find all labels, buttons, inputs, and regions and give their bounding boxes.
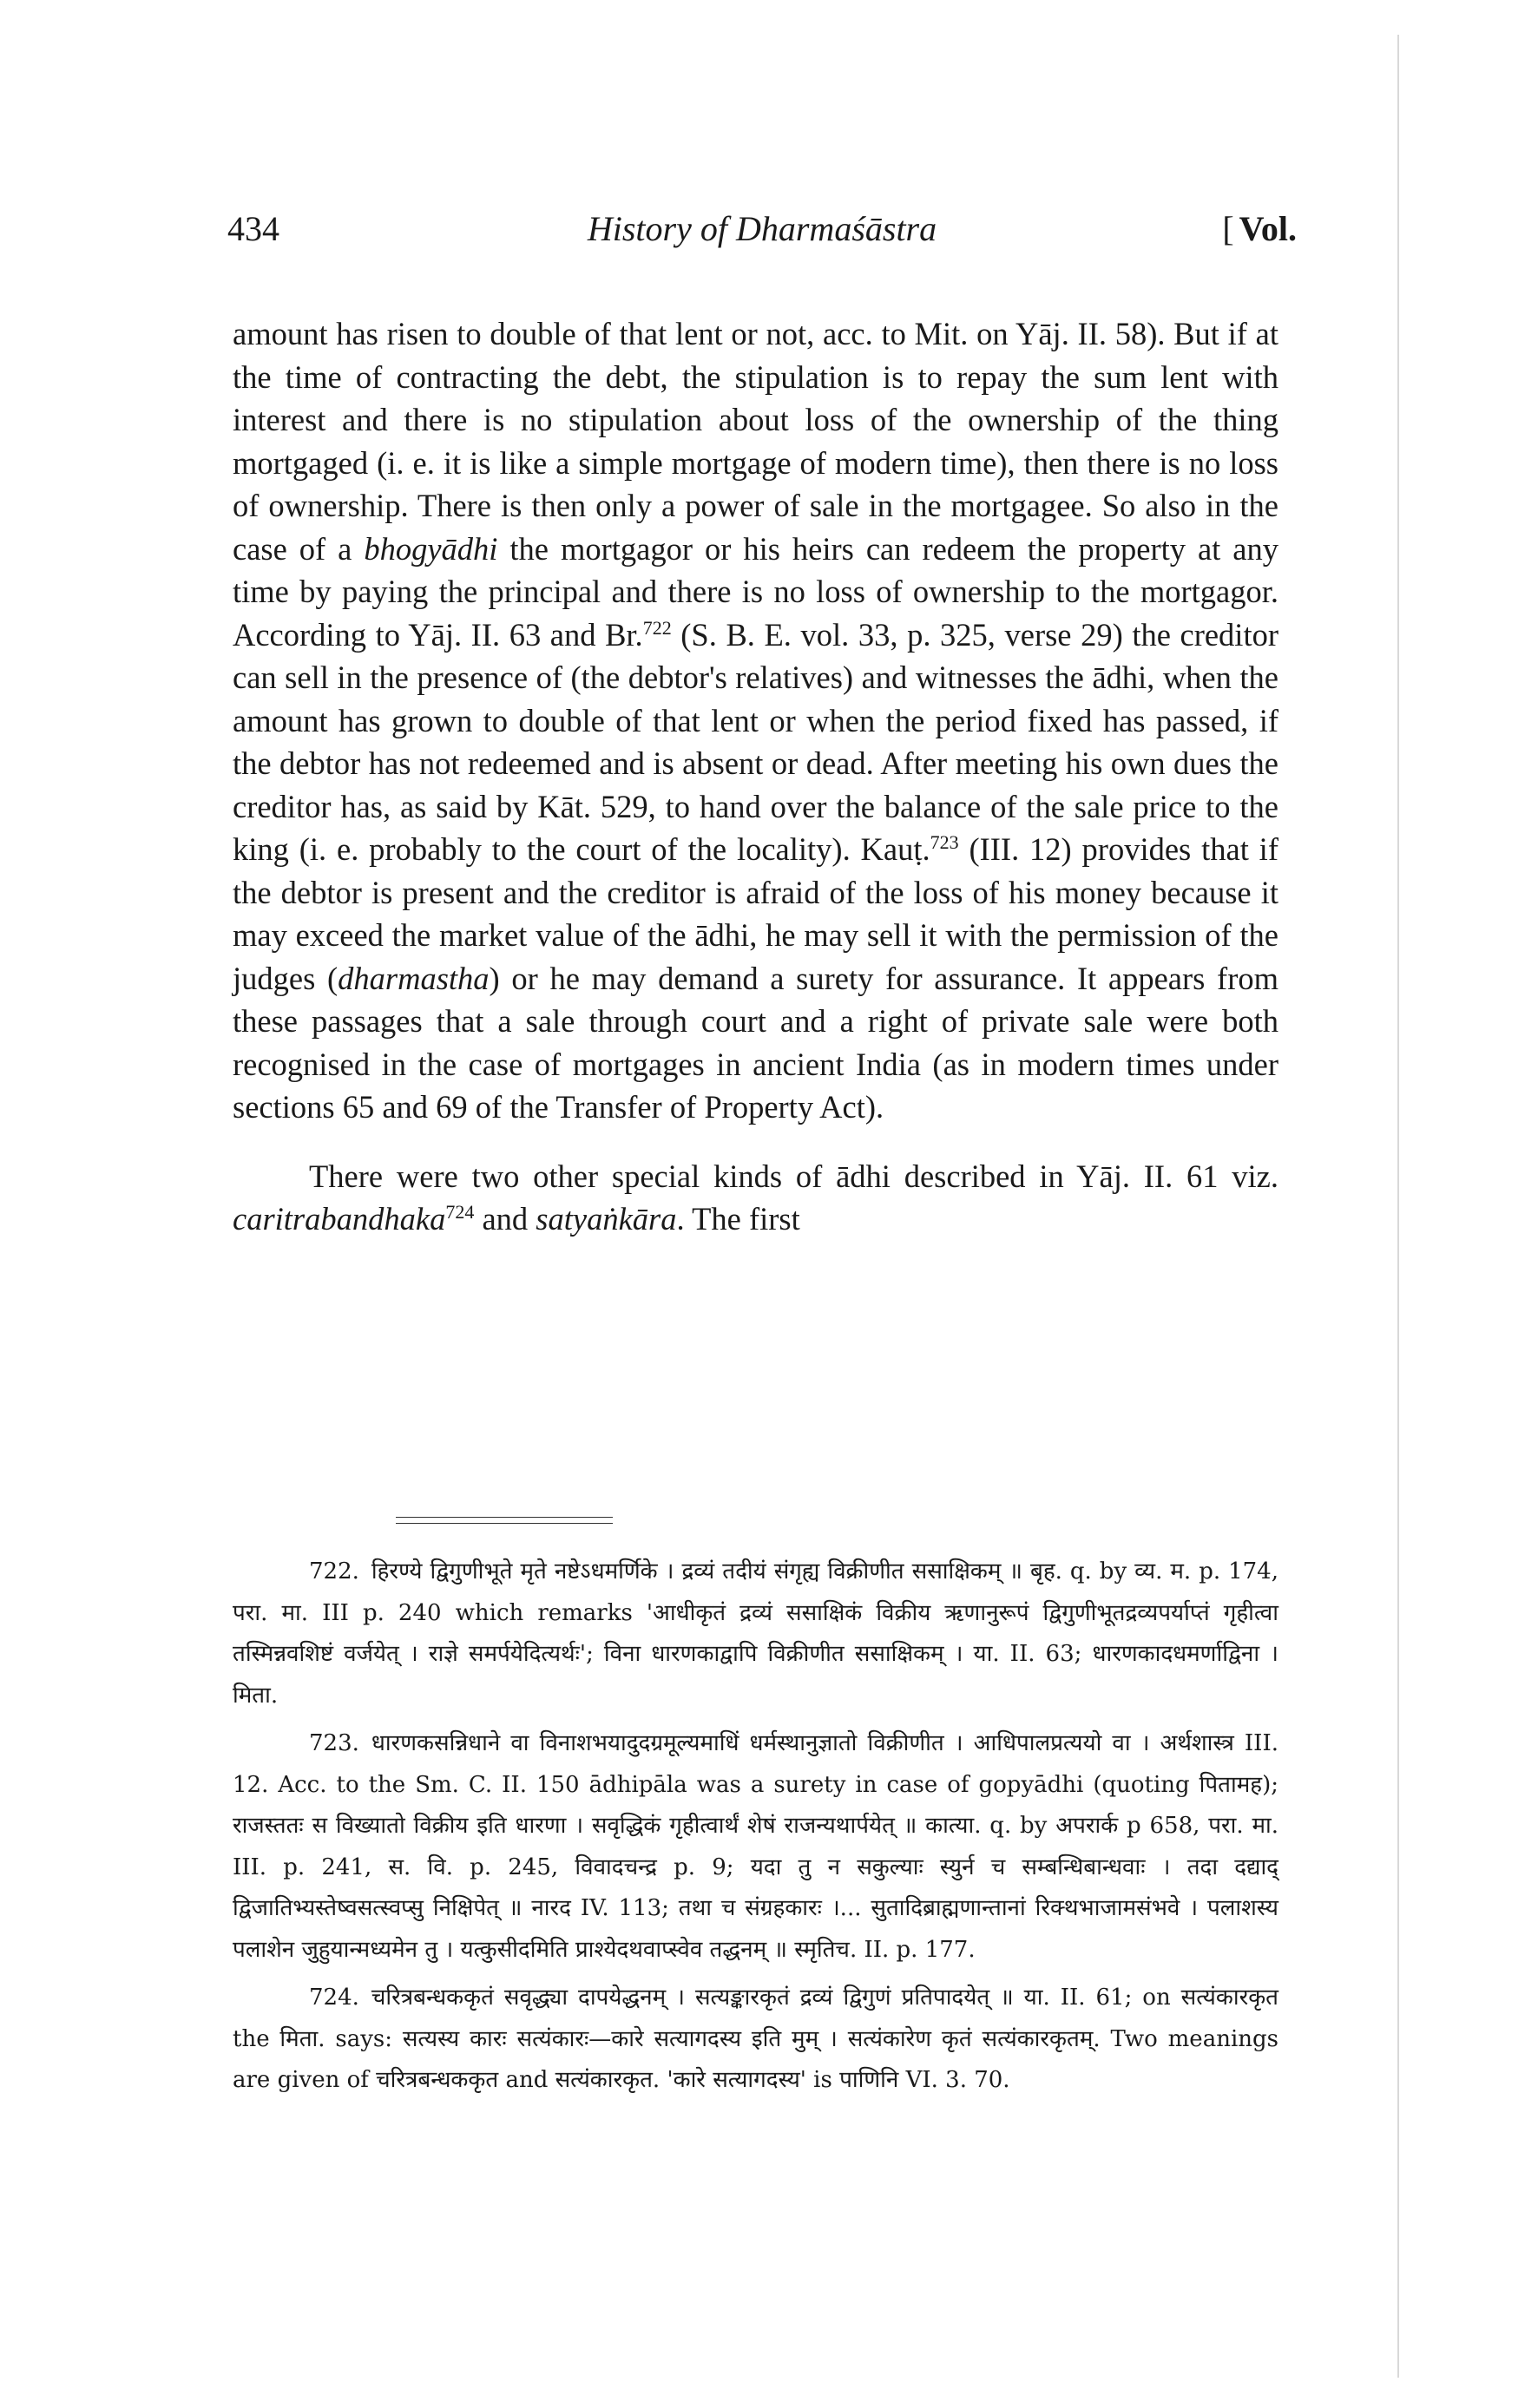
text-run: . The first [676, 1201, 800, 1237]
paragraph [233, 1155, 1278, 1241]
text-run: ) or he may demand a surety for assurance. It appears from these passages that a sale through court and a right of private sale were both recognised in the case of mortgages in ancient India (as in modern times under sections 65 and 69 of the Transfer of Property Act). [233, 960, 1278, 1125]
footnote-text: धारणकसन्निधाने वा विनाशभयादुदग्रमूल्यमाधिं धर्मस्थानुज्ञातो विक्रीणीत । आधिपालप्रत्ययो वा । अर्थशास्त्र III. 12. Acc. to the Sm. C. II. 150 ādhipāla was a surety in case of gopyādhi (quoting पितामह); राजस्ततः स विख्यातो विक्रीय इति धारणा । सवृद्धिकं गृहीत्वार्थं शेषं राजन्यथार्पयेत् ॥ कात्या. q. by अपरार्क p 658, परा. मा. III. p. 241, स. वि. p. 245, विवादचन्द्र p. 9; यदा तु न सकुल्याः स्युर्न च सम्बन्धिबान्धवाः । तदा दद्याद् द्विजातिभ्यस्तेष्वसत्स्वप्सु निक्षिपेत् ॥ नारद IV. 113; तथा च संग्रहकारः ।... सुतादिब्राह्मणान्तानां रिक्थभाजामसंभवे । पलाशस्य पलाशेन जुहुयान्मध्यमेन तु । यत्कुसीदमिति प्राश्येदथवाप्स्वेव तद्धनम् ॥ स्मृतिच. II. p. 177. [233, 1730, 1278, 1963]
volume-label [1222, 208, 1297, 249]
text-run: There were two other special kinds of ādhi described in Yāj. II. 61 viz. [309, 1158, 1278, 1194]
text-run: amount has risen to double of that lent or not, acc. to Mit. on Yāj. II. 58). But if at the time of contracting the debt, the stipulation is to repay the sum lent with interest and there is no stipulation about loss of the ownership of the thing mortgaged (i. e. it is like a simple mortgage of modern time), then there is no loss of ownership. There is then only a power of sale in the mortgagee. So also in the case of a [233, 316, 1278, 567]
running-title: History of Dharmaśāstra [587, 209, 937, 248]
main-text [233, 312, 1278, 1241]
scan-edge-line [1397, 35, 1399, 2378]
page-header [227, 208, 1297, 260]
term-caritrabandhaka: caritrabandhaka [233, 1201, 446, 1237]
text-run: and [474, 1201, 536, 1237]
footnote-ref-724: 724 [445, 1200, 475, 1223]
text-run: the mortgagor or his heirs can redeem the property at any time by paying the principal and there is no loss of ownership to the mortgagor. According to Yāj. II. 63 and Br. [233, 530, 1278, 653]
footnote-ref-723: 723 [930, 830, 959, 853]
term-bhogyadhi: bhogyādhi [364, 530, 498, 567]
text-run: (S. B. E. vol. 33, p. 325, verse 29) the creditor can sell in the presence of (the debtor's relatives) and witnesses the ādhi, when the amount has grown to double of that lent or when the period fixed has passed, if the debtor has not redeemed and is absent or dead. After meeting his own dues the creditor has, as said by Kāt. 529, to hand over the balance of the sale price to the king (i. e. probably to the court of the locality). Kauṭ. [233, 616, 1278, 867]
footnote-724 [233, 1978, 1278, 2102]
footnote-722 [233, 1552, 1278, 1716]
paragraph [233, 312, 1278, 1129]
footnotes [233, 1552, 1278, 2102]
footnote-ref-722: 722 [642, 616, 672, 639]
footnote-number: 722. [309, 1558, 359, 1585]
footnote-text: हिरण्ये द्विगुणीभूते मृते नष्टेऽधमर्णिके । द्रव्यं तदीयं संगृह्य विक्रीणीत ससाक्षिकम् ॥ बृह. q. by व्य. म. p. 174, परा. मा. III p. 240 which remarks 'आधीकृतं द्रव्यं ससाक्षिकं विक्रीय ऋणानुरूपं द्विगुणीभूतद्रव्यपर्याप्तं गृहीत्वा तस्मिन्नवशिष्टं वर्जयेत् । राज्ञे समर्पयेदित्यर्थः'; विना धारणकाद्वापि विक्रीणीत ससाक्षिकम् । या. II. 63; धारणकादधमर्णाद्विना । मिता. [233, 1558, 1278, 1709]
term-dharmastha: dharmastha [338, 960, 490, 996]
volume-text: Vol. [1239, 209, 1297, 248]
page-number: 434 [227, 209, 279, 248]
volume-bracket: [ [1222, 209, 1234, 248]
footnote-divider [396, 1517, 613, 1524]
footnote-723 [233, 1723, 1278, 1971]
text-run: (III. 12) provides that if the debtor is present and the creditor is afraid of the loss of his money because it may exceed the market value of the ādhi, he may sell it with the permission of the judges ( [233, 831, 1278, 996]
footnote-number: 723. [309, 1730, 359, 1756]
footnote-text: चरित्रबन्धककृतं सवृद्ध्या दापयेद्धनम् । सत्यङ्कारकृतं द्रव्यं द्विगुणं प्रतिपादयेत् ॥ या. II. 61; on सत्यंकारकृत the मिता. says: सत्यस्य कारः सत्यंकारः—कारे सत्यागदस्य इति मुम् । सत्यंकारेण कृतं सत्यंकारकृतम्. Two meanings are given of चरित्रबन्धककृत and सत्यंकारकृत. 'कारे सत्यागदस्य' is पाणिनि VI. 3. 70. [233, 1985, 1278, 2093]
term-satyankara: satyaṅkāra [536, 1201, 677, 1237]
footnote-number: 724. [309, 1985, 359, 2011]
